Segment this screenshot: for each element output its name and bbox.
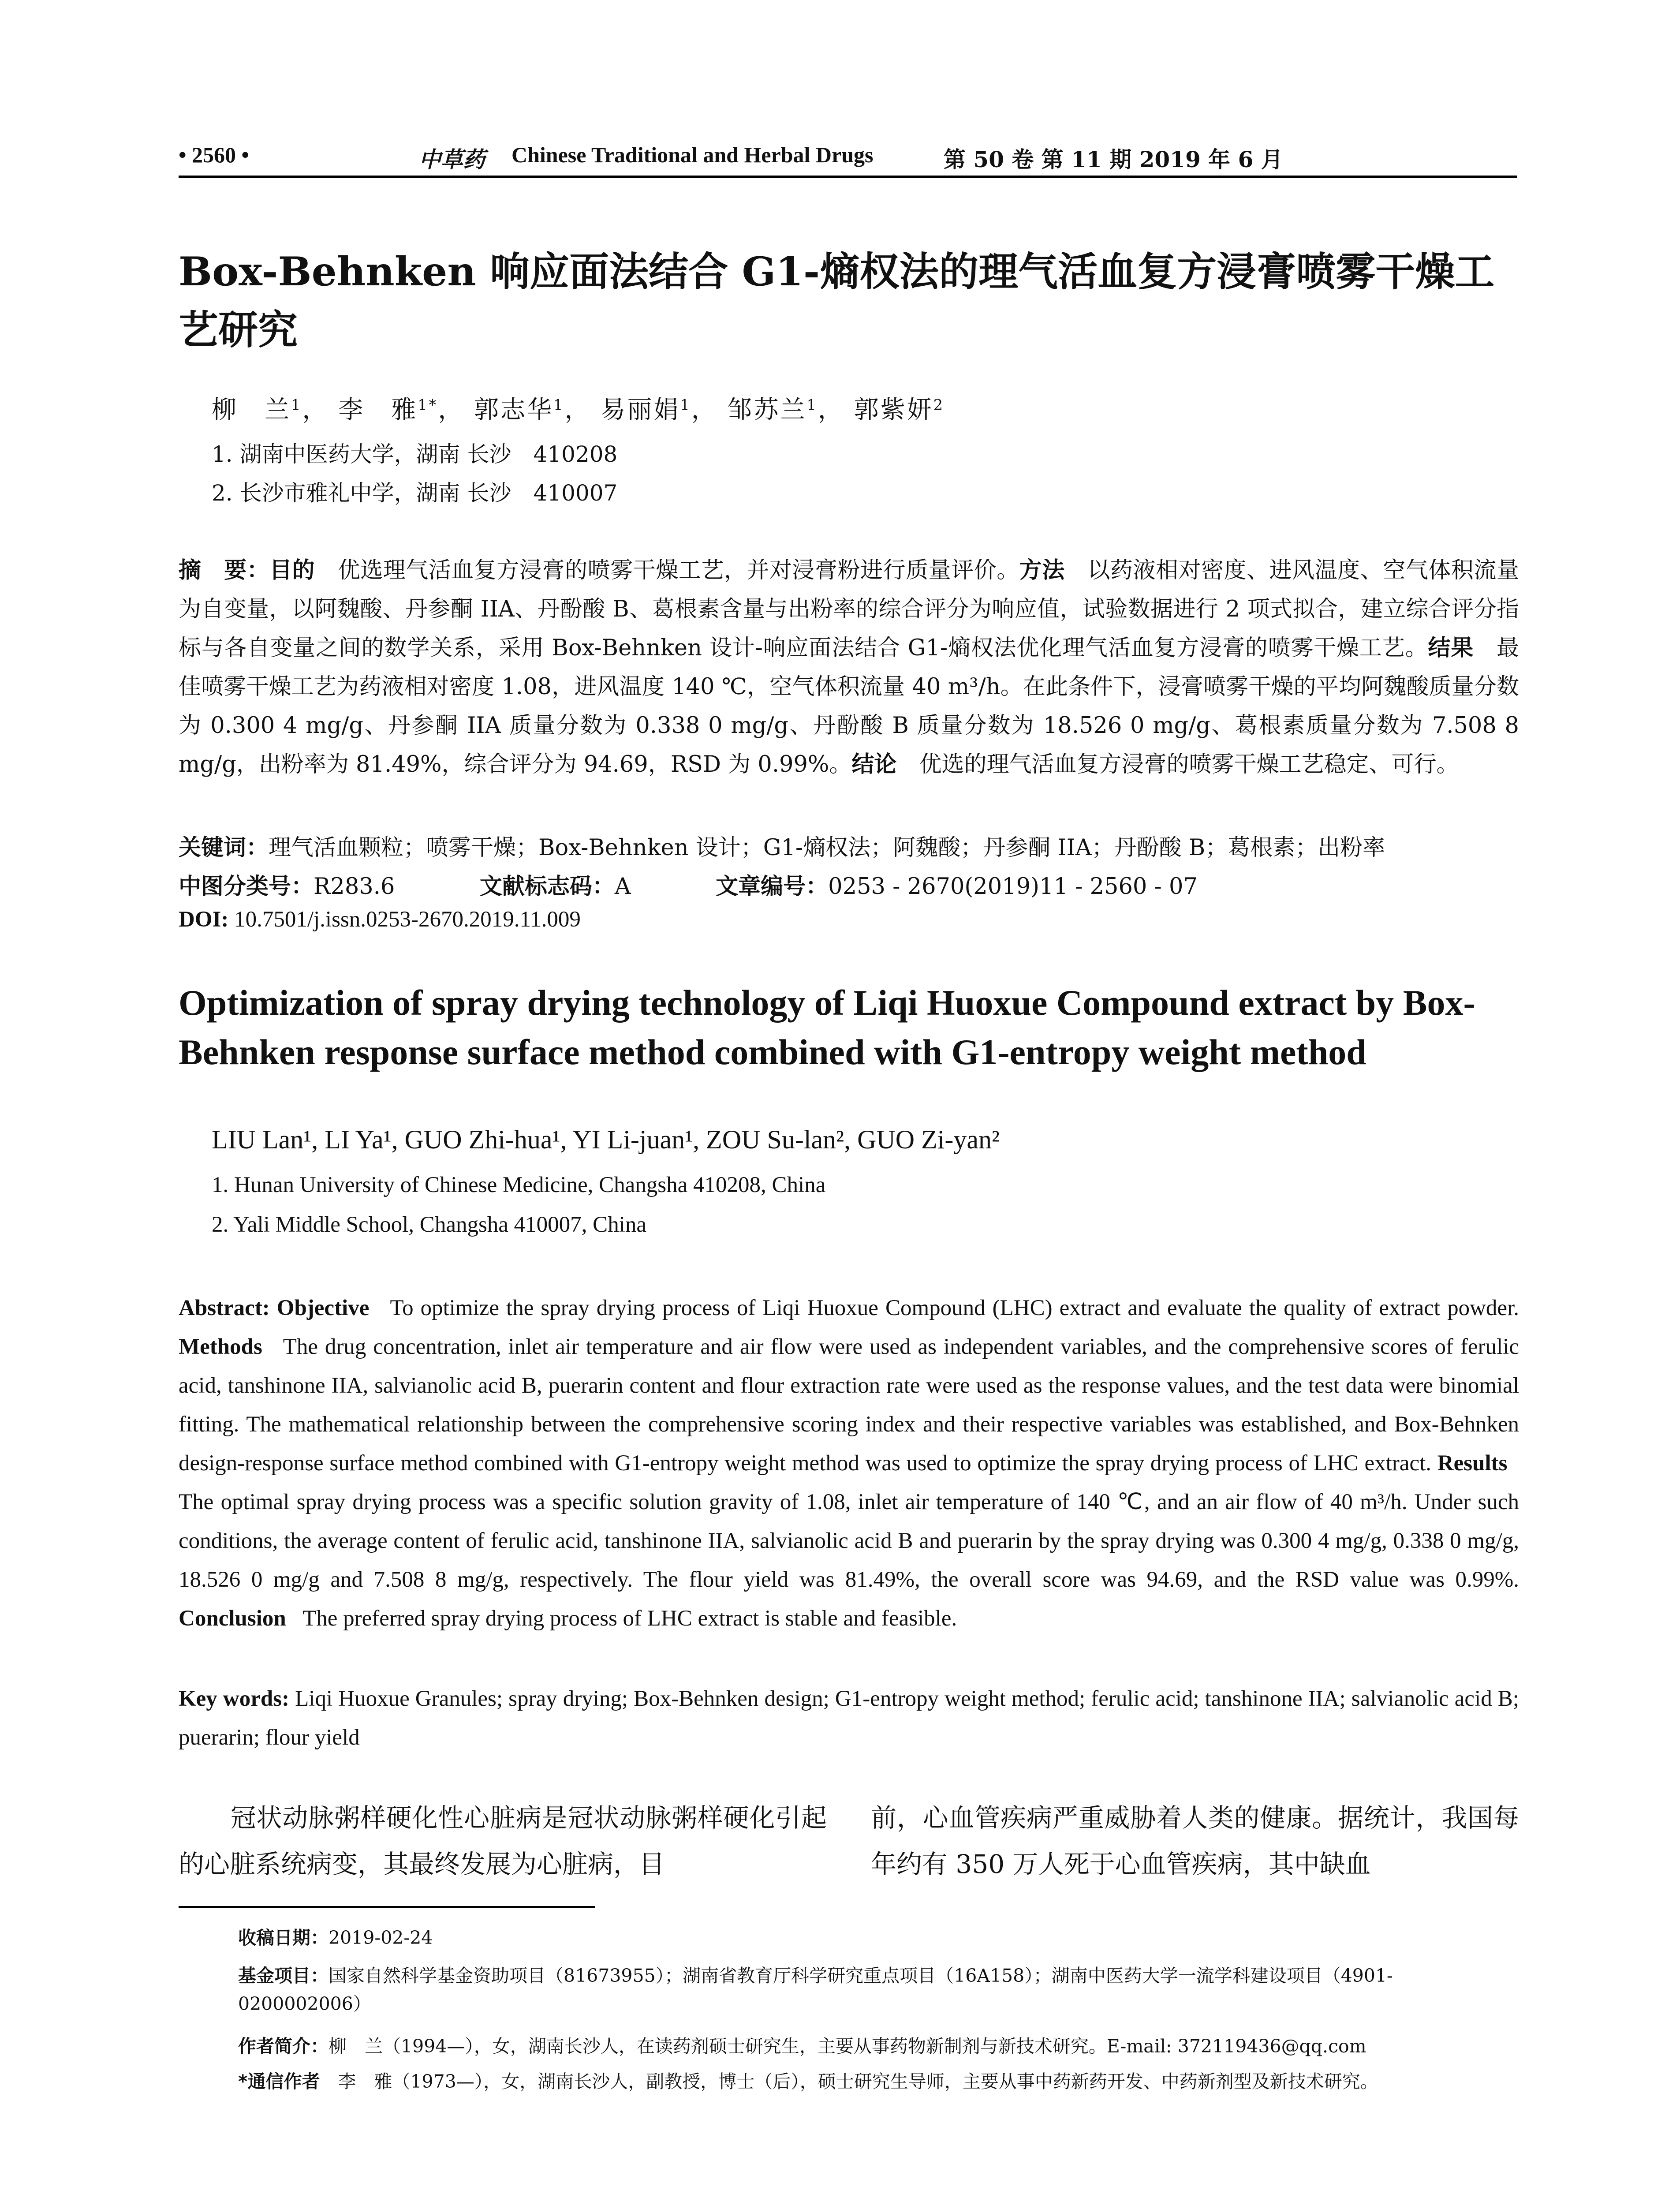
article-title-cn: Box-Behnken 响应面法结合 G1-熵权法的理气活血复方浸膏喷雾干燥工艺研究 bbox=[179, 248, 1495, 353]
footnote-received bbox=[238, 1924, 433, 1952]
doi-line bbox=[179, 907, 581, 932]
affiliation-cn-2: 2. 长沙市雅礼中学，湖南 长沙 410007 bbox=[212, 480, 618, 506]
affiliation-cn-1: 1. 湖南中医药大学，湖南 长沙 410208 bbox=[212, 441, 618, 467]
keywords-text-en: Liqi Huoxue Granules; spray drying; Box-Behnken design; G1-entropy weight method; ferulic acid; tanshinone IIA; salvianolic acid B; puerarin; flour yield bbox=[179, 1686, 1519, 1750]
journal-issue: 第 50 卷 第 11 期 2019 年 6 月 bbox=[944, 146, 1283, 172]
author-mark: 1 bbox=[680, 396, 691, 414]
conclusion-text: 优选的理气活血复方浸膏的喷雾干燥工艺稳定、可行。 bbox=[919, 751, 1459, 777]
results-label-en: Results bbox=[1437, 1451, 1508, 1476]
results-text-en: The optimal spray drying process was a specific solution gravity of 1.08, inlet air temperature of 140 ℃, and an air flow of 40 m³/h. Under such conditions, the average content of ferulic acid, tanshinone IIA, salvianolic acid B and puerarin by the spray drying was 0.300 4 mg/g, 0.338 0 mg/g, 18.526 0 mg/g and 7.508 8 mg/g, respectively. The flour yield was 81.49%, the overall score was 94.69, and the RSD value was 0.99%. bbox=[179, 1490, 1519, 1592]
author-name: 李 雅 bbox=[338, 396, 418, 424]
conclusion-text-en: The preferred spray drying process of LHC extract is stable and feasible. bbox=[302, 1606, 957, 1631]
methods-text-en: The drug concentration, inlet air temperature and air flow were used as independent variables, and the comprehensive scores of ferulic acid, tanshinone IIA, salvianolic acid B, puerarin content and flour extraction rate were used as the response values, and the test data were binomial fitting. The mathematical relationship between the comprehensive scoring index and their respective variables was established, and Box-Behnken design-response surface method combined with G1-entropy weight method was used to optimize the spray drying process of LHC extract. bbox=[179, 1334, 1519, 1476]
fund-label: 基金项目： bbox=[238, 1965, 329, 1986]
objective-text-en: To optimize the spray drying process of Liqi Huoxue Compound (LHC) extract and evaluate the quality of extract powder. bbox=[390, 1296, 1519, 1320]
keywords-label-en: Key words: bbox=[179, 1686, 290, 1711]
author-name: 易丽娟 bbox=[601, 396, 680, 424]
abstract-en bbox=[179, 1289, 1519, 1638]
clc-value: R283.6 bbox=[314, 874, 395, 900]
received-label: 收稿日期： bbox=[238, 1927, 329, 1948]
classification-line bbox=[179, 868, 1198, 901]
methods-text: 以药液相对密度、进风温度、空气体积流量为自变量，以阿魏酸、丹参酮 IIA、丹酚酸 B、葛根素含量与出粉率的综合评分为响应值，试验数据进行 2 项式拟合，建立综合评分指标与各自变量之间的数学关系，采用 Box-Behnken 设计-响应面法结合 G1-熵权法优化理气活血复方浸膏的喷雾干燥工艺。 bbox=[179, 557, 1519, 661]
doc-code-label: 文献标志码： bbox=[479, 874, 615, 900]
author-mark: 1 bbox=[291, 396, 302, 414]
methods-label: 方法 bbox=[1019, 557, 1065, 583]
objective-label-en: Objective bbox=[276, 1296, 370, 1320]
methods-label-en: Methods bbox=[179, 1334, 262, 1359]
author-bio-label: 作者简介： bbox=[238, 2036, 329, 2057]
body-column-left: 冠状动脉粥样硬化性心脏病是冠状动脉粥样硬化引起的心脏系统病变，其最终发展为心脏病，目 bbox=[179, 1803, 827, 1879]
body-column-right: 前，心血管疾病严重威胁着人类的健康。据统计，我国每年约有 350 万人死于心血管疾病，其中缺血 bbox=[871, 1803, 1519, 1879]
author-name: 郭志华 bbox=[474, 396, 554, 424]
conclusion-label-en: Conclusion bbox=[179, 1606, 286, 1631]
article-no-value: 0253 - 2670(2019)11 - 2560 - 07 bbox=[828, 874, 1198, 900]
abstract-label: 摘 要： bbox=[179, 557, 270, 583]
footnote-fund bbox=[238, 1962, 1517, 2018]
journal-name-cn: 中草药 bbox=[419, 146, 485, 172]
clc-label: 中图分类号： bbox=[179, 874, 314, 900]
author-name: 邹苏兰 bbox=[727, 396, 807, 424]
author-name: 柳 兰 bbox=[212, 396, 291, 424]
affiliation-en-1: 1. Hunan University of Chinese Medicine, Changsha 410208, China bbox=[212, 1173, 826, 1197]
page-number: • 2560 • bbox=[179, 142, 250, 167]
keywords-label: 关键词： bbox=[179, 835, 269, 861]
keywords-text: 理气活血颗粒；喷雾干燥；Box-Behnken 设计；G1-熵权法；阿魏酸；丹参酮 IIA；丹酚酸 B；葛根素；出粉率 bbox=[269, 835, 1385, 861]
doi-value: 10.7501/j.issn.0253-2670.2019.11.009 bbox=[234, 907, 581, 932]
author-mark: 1 bbox=[806, 396, 818, 414]
received-value: 2019-02-24 bbox=[329, 1927, 433, 1948]
author-list-cn: 柳 兰$^1$， 李 雅$^{1*}$， 郭志华$^1$， 易丽娟$^1$， 邹苏兰$^1$， 郭紫妍$^2$ bbox=[212, 396, 945, 424]
footnote-corresponding bbox=[238, 2067, 1517, 2096]
conclusion-label: 结论 bbox=[851, 751, 897, 777]
author-name: 郭紫妍 bbox=[854, 396, 933, 424]
author-mark: 2 bbox=[933, 396, 945, 414]
keywords-en bbox=[179, 1679, 1519, 1757]
corresponding-value: 李 雅（1973—），女，湖南长沙人，副教授，博士（后），硕士研究生导师，主要从事中药新药开发、中药新剂型及新技术研究。 bbox=[338, 2071, 1378, 2092]
keywords-cn bbox=[179, 829, 1385, 862]
journal-name-en: Chinese Traditional and Herbal Drugs bbox=[511, 142, 874, 167]
author-mark: 1 bbox=[553, 396, 565, 414]
article-no-label: 文章编号： bbox=[716, 874, 829, 900]
author-list-en: LIU Lan¹, LI Ya¹, GUO Zhi-hua¹, YI Li-juan¹, ZOU Su-lan², GUO Zi-yan² bbox=[212, 1125, 1000, 1154]
footnote-rule bbox=[179, 1906, 595, 1908]
affiliation-en-2: 2. Yali Middle School, Changsha 410007, China bbox=[212, 1212, 647, 1237]
doc-code-value: A bbox=[614, 874, 631, 900]
results-text: 最佳喷雾干燥工艺为药液相对密度 1.08，进风温度 140 ℃，空气体积流量 40 m³/h。在此条件下，浸膏喷雾干燥的平均阿魏酸质量分数为 0.300 4 mg/g、丹参酮 IIA 质量分数为 0.338 0 mg/g、丹酚酸 B 质量分数为 18.526 0 mg/g、葛根素质量分数为 7.508 8 mg/g，出粉率为 81.49%，综合评分为 94.69，RSD 为 0.99%。 bbox=[179, 635, 1519, 777]
results-label: 结果 bbox=[1428, 635, 1474, 661]
objective-text: 优选理气活血复方浸膏的喷雾干燥工艺，并对浸膏粉进行质量评价。 bbox=[337, 557, 1019, 583]
fund-value: 国家自然科学基金资助项目（81673955）；湖南省教育厅科学研究重点项目（16A158）；湖南中医药大学一流学科建设项目（4901-0200002006） bbox=[238, 1965, 1393, 2014]
corresponding-label: *通信作者 bbox=[238, 2071, 320, 2092]
doi-label: DOI: bbox=[179, 907, 229, 932]
abstract-cn bbox=[179, 551, 1519, 784]
abstract-label-en: Abstract: bbox=[179, 1296, 270, 1320]
footnote-author bbox=[238, 2032, 1517, 2060]
objective-label: 目的 bbox=[269, 557, 315, 583]
author-mark: 1* bbox=[418, 396, 438, 414]
article-title-en: Optimization of spray drying technology of Liqi Huoxue Compound extract by Box-Behnken response surface method combined with G1-entropy weight method bbox=[179, 983, 1475, 1072]
author-bio-value: 柳 兰（1994—），女，湖南长沙人，在读药剂硕士研究生，主要从事药物新制剂与新技术研究。E-mail: 372119436@qq.com bbox=[329, 2036, 1366, 2057]
header-rule bbox=[179, 176, 1517, 178]
